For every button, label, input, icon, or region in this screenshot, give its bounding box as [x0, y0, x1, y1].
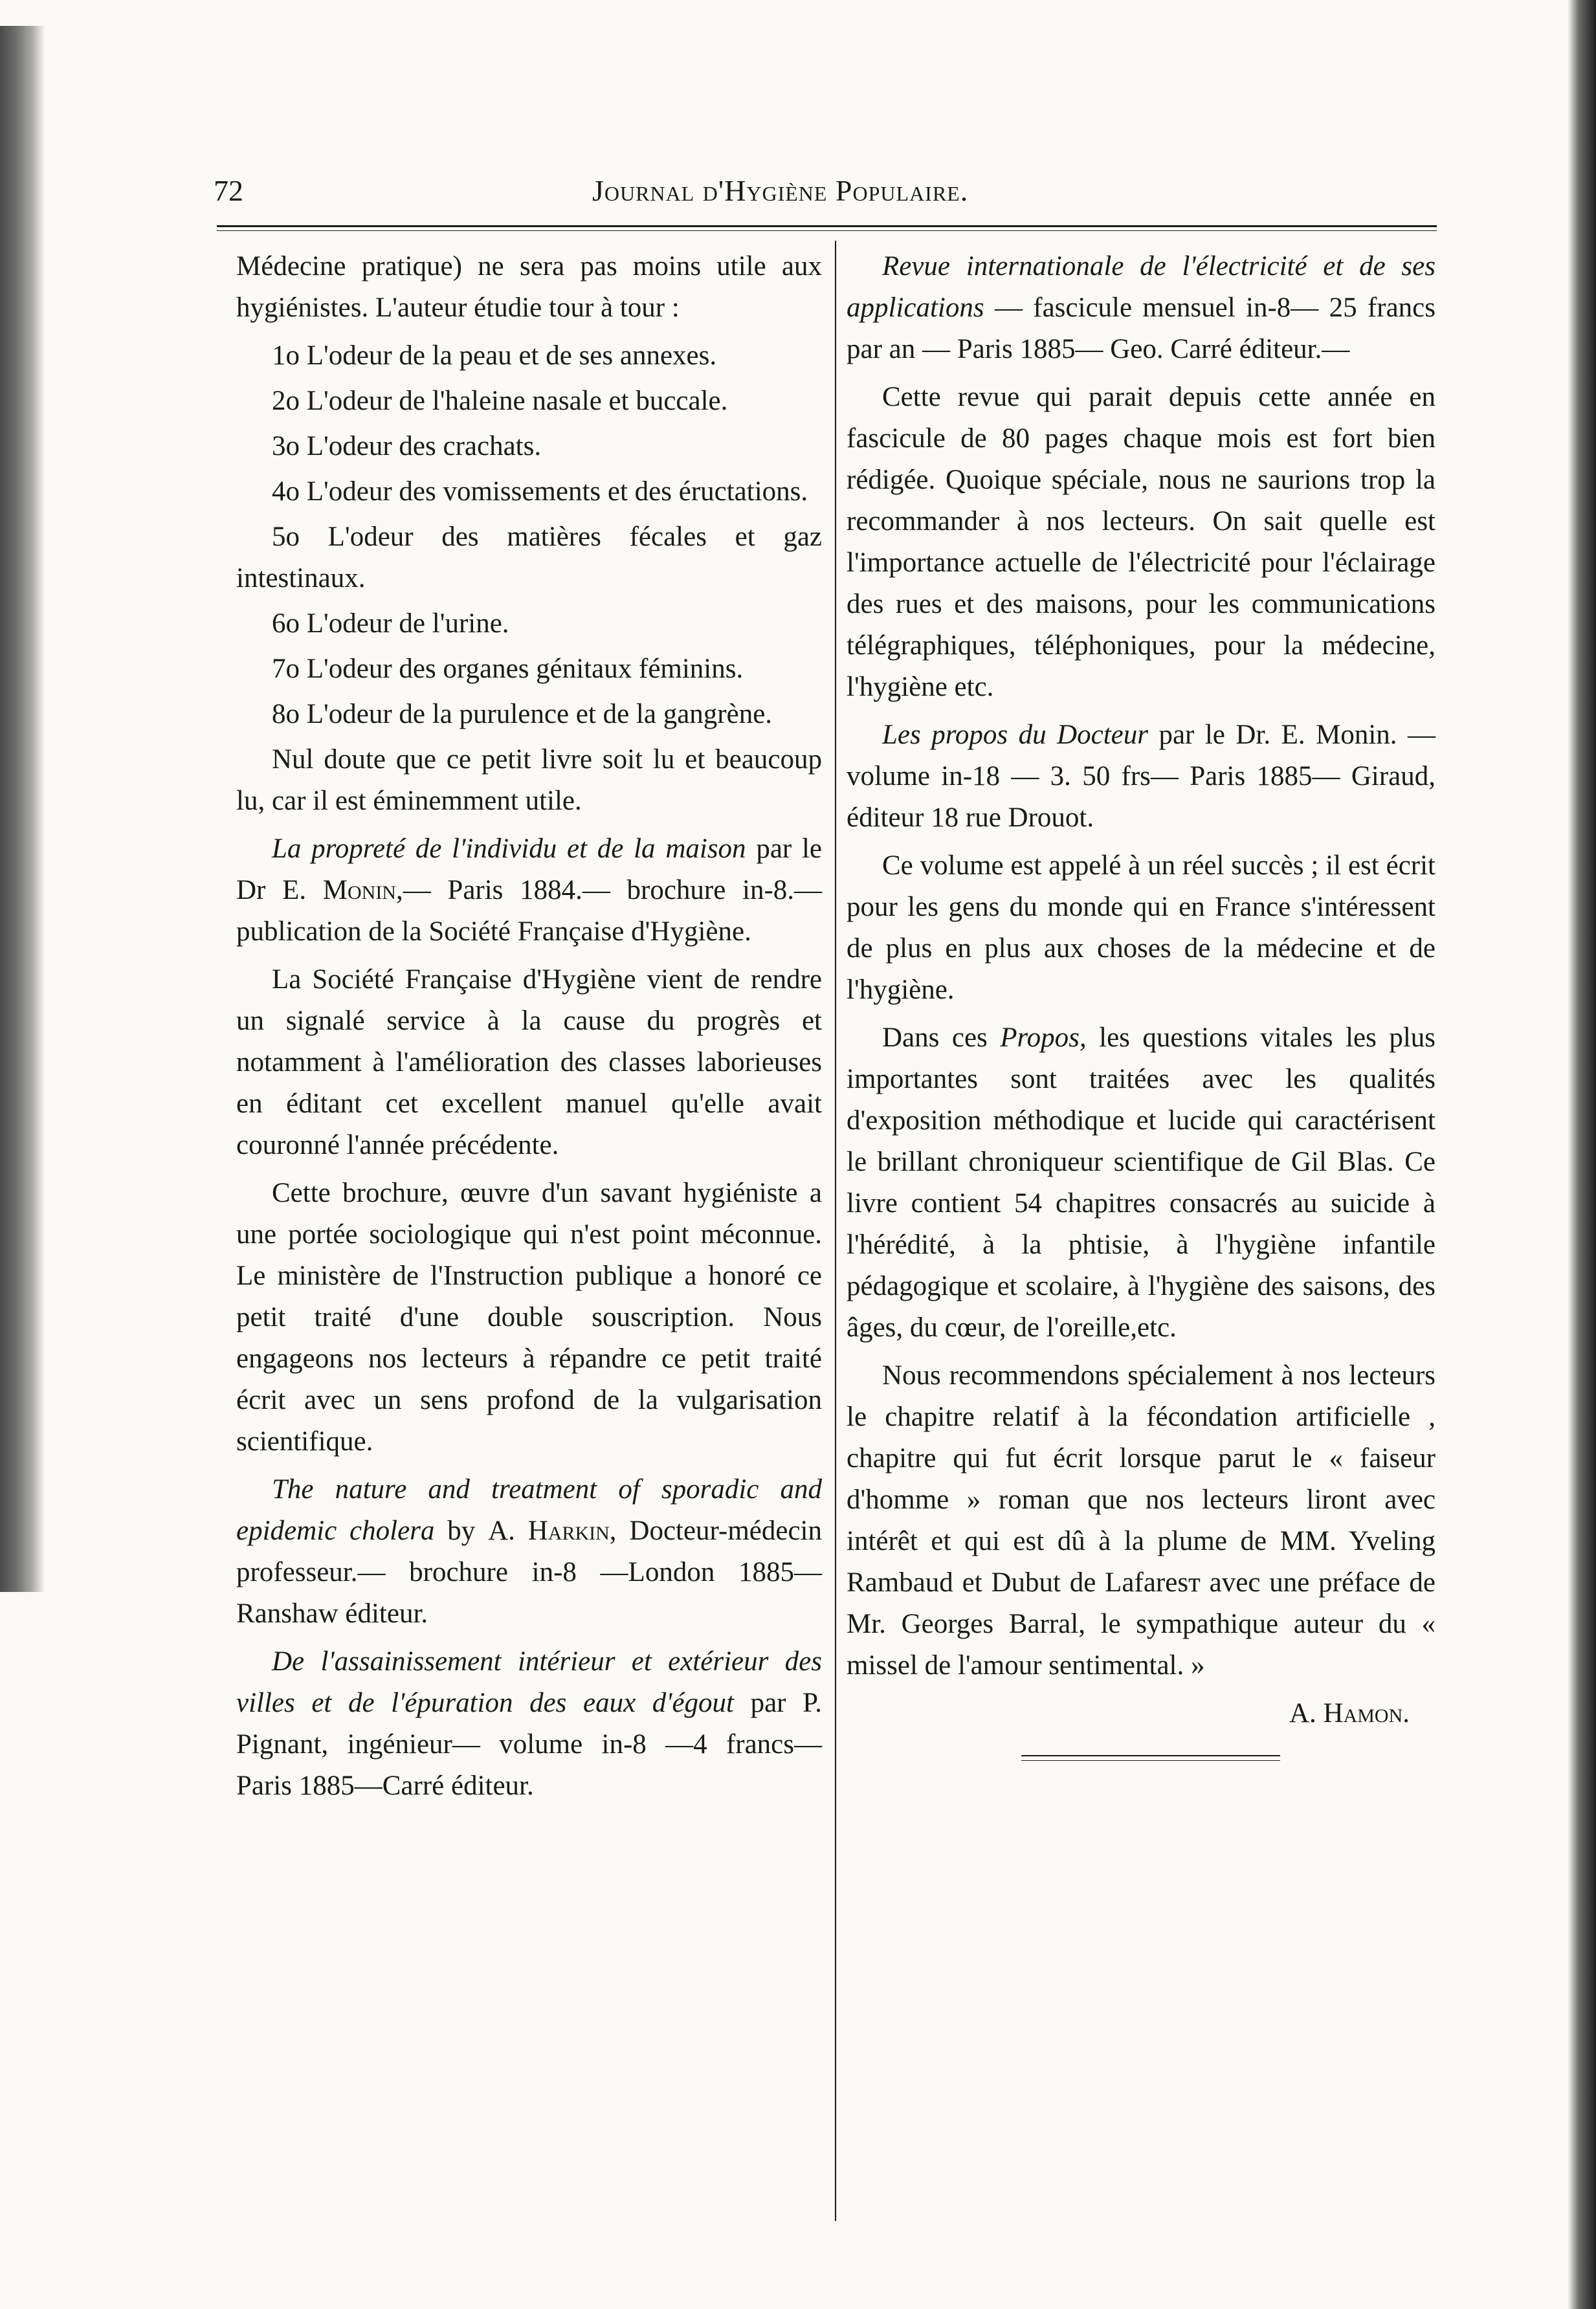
end-rules [847, 1741, 1435, 1780]
left-column [236, 246, 822, 1813]
page-header [214, 173, 1437, 219]
left-conclusion: Nul doute que ce petit livre soit lu et beaucoup lu, car il est éminemment utile. [236, 744, 822, 816]
reference-propos [847, 714, 1435, 839]
reference-details: — fascicule mensuel in-8— 25 francs par an — Paris 1885— Geo. Carré éditeur.— [847, 293, 1435, 364]
reference-proprete [236, 828, 822, 953]
review-paragraph: Cette brochure, œuvre d'un savant hygiéniste a une portée sociologique qui n'est point méconnue. Le ministère de l'Instruction publique a honoré ce petit traité d'une double souscription. Nous engageons nos lecteurs à répandre ce petit traité écrit avec un sens profond de la vulgarisation scientifique. [236, 1178, 822, 1457]
reference-title: Revue internationale de l'électricité et de ses applications [847, 251, 1435, 323]
list-item: 7o L'odeur des organes génitaux féminins. [272, 654, 744, 684]
scan-edge-right [1568, 0, 1596, 2309]
list-item: 4o L'odeur des vomissements et des éructations. [272, 476, 808, 507]
right-column [847, 246, 1435, 1780]
review-paragraph [847, 1017, 1435, 1349]
end-rule-thin [1021, 1760, 1280, 1761]
signature: A. Hamon. [1289, 1698, 1410, 1729]
reference-cholera [236, 1469, 822, 1635]
reference-assainissement [236, 1641, 822, 1807]
header-rule-thin [217, 230, 1437, 231]
reference-author: E. Monin, [282, 875, 403, 905]
scan-edge-left [0, 26, 45, 1592]
list-item: 8o L'odeur de la purulence et de la gangrène. [272, 699, 773, 729]
reference-by: by [434, 1516, 489, 1546]
emphasis-propos: Propos, [1000, 1022, 1087, 1053]
list-item: 2o L'odeur de l'haleine nasale et buccale. [272, 386, 728, 416]
review-paragraph: Nous recommendons spécialement à nos lecteurs le chapitre relatif à la fécondation artificielle , chapitre qui fut écrit lorsque parut le « faiseur d'homme » roman que nos lecteurs liront avec intérêt et qui est dû à la plume de MM. Yveling Rambaud et Dubut de Lafaresт avec une préface de Mr. Georges Barral, le sympathique auteur du « missel de l'amour sentimental. » [847, 1360, 1435, 1681]
paragraph-text: Dans ces [882, 1022, 1001, 1053]
list-item: 3o L'odeur des crachats. [272, 431, 542, 461]
reference-details: — Paris 1884.— brochure in-8.— publication de la Société Française d'Hygiène. [236, 875, 823, 947]
left-intro: Médecine pratique) ne sera pas moins utile aux hygiénistes. L'auteur étudie tour à tour : [236, 251, 822, 323]
reference-electricite [847, 246, 1435, 370]
column-divider [835, 241, 836, 2221]
list-item: 5o L'odeur des matières fécales et gaz intestinaux. [236, 522, 822, 593]
list-item: 1o L'odeur de la peau et de ses annexes. [272, 340, 717, 371]
reference-details: Docteur-médecin professeur.— brochure in-8 —London 1885— Ranshaw éditeur. [236, 1516, 822, 1629]
reference-title: De l'assainissement intérieur et extérieur des villes et de l'épuration des eaux d'égout [236, 1646, 822, 1718]
review-paragraph: Cette revue qui parait depuis cette année en fascicule de 80 pages chaque mois est fort bien rédigée. Quoique spéciale, nous ne saurions trop la recommander à nos lecteurs. On sait quelle est l'importance actuelle de l'électricité pour l'éclairage des rues et des maisons, pour les communications télégraphiques, téléphoniques, pour la médecine, l'hygiène etc. [847, 382, 1435, 702]
page-number: 72 [214, 174, 243, 207]
reference-details: par P. Pignant, ingénieur— volume in-8 —4 francs— Paris 1885—Carré éditeur. [236, 1688, 822, 1801]
list-item: 6o L'odeur de l'urine. [272, 608, 509, 639]
header-rule [217, 225, 1437, 227]
end-rule [1021, 1755, 1280, 1756]
reference-author: A. Harkin, [488, 1516, 617, 1546]
reference-details: par le Dr. E. Monin. — volume in-18 — 3. 50 frs— Paris 1885— Giraud, éditeur 18 rue Drouot. [847, 720, 1435, 833]
reference-by: par le Dr [236, 834, 823, 905]
review-paragraph: Ce volume est appelé à un réel succès ; il est écrit pour les gens du monde qui en France s'intéressent de plus en plus aux choses de la médecine et de l'hygiène. [847, 850, 1435, 1005]
reference-title: The nature and treatment of sporadic and epidemic cholera [236, 1474, 822, 1546]
reference-title: La propreté de l'individu et de la maison [272, 834, 746, 864]
review-paragraph: La Société Française d'Hygiène vient de rendre un signalé service à la cause du progrès et notamment à l'amélioration des classes laborieuses en éditant cet excellent manuel qu'elle avait couronné l'année précédente. [236, 964, 822, 1160]
reference-title: Les propos du Docteur [882, 720, 1148, 750]
running-title: Journal d'Hygiène Populaire. [592, 174, 969, 207]
paragraph-text: les questions vitales les plus importantes sont traitées avec les qualités d'exposition méthodique et lucide qui caractérisent le brillant chroniqueur scientifique de Gil Blas. Ce livre contient 54 chapitres consacrés au suicide à l'hérédité, à la phtisie, à l'hygiène infantile pédagogique et scolaire, à l'hygiène des saisons, des âges, du cœur, de l'oreille,etc. [847, 1022, 1436, 1343]
